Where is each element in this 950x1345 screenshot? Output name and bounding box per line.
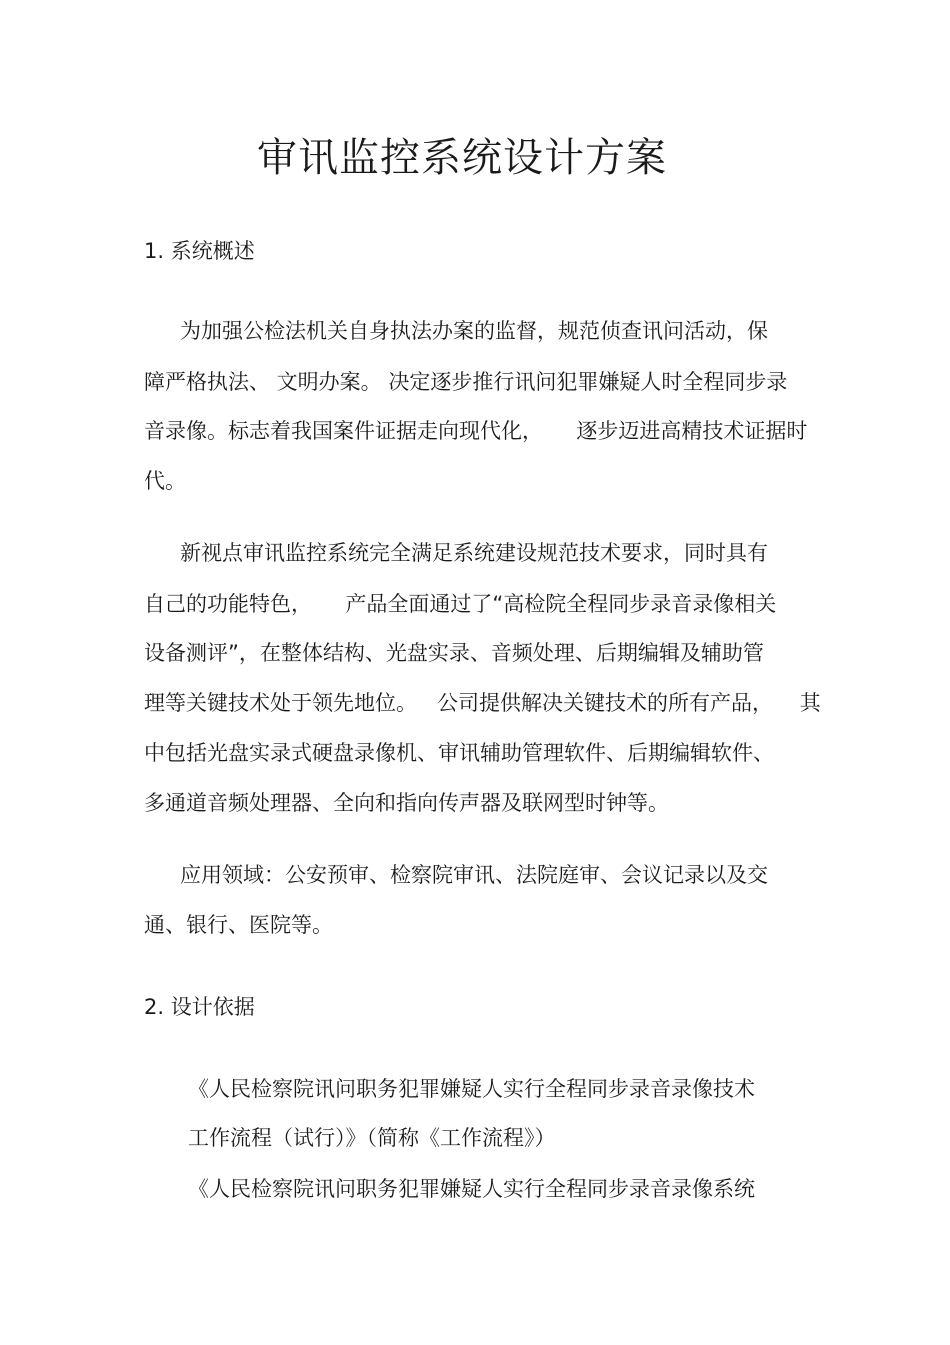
document-title: 审讯监控系统设计方案 xyxy=(257,135,667,181)
paragraph-line: 自己的功能特色， 产品全面通过了“高检院全程同步录音录像相关 xyxy=(144,592,777,616)
paragraph-line: 应用领域：公安预审、检察院审讯、法院庭审、会议记录以及交 xyxy=(180,863,768,887)
reference-line: 工作流程（试行）》（简称《工作流程》） xyxy=(188,1126,556,1150)
paragraph-line: 通、银行、医院等。 xyxy=(144,913,333,937)
paragraph-line: 多通道音频处理器、全向和指向传声器及联网型时钟等。 xyxy=(144,791,669,815)
paragraph-line: 设备测评”，在整体结构、光盘实录、音频处理、后期编辑及辅助管 xyxy=(144,641,764,665)
paragraph-line: 中包括光盘实录式硬盘录像机、审讯辅助管理软件、后期编辑软件、 xyxy=(144,741,774,765)
paragraph-line: 代。 xyxy=(144,469,186,493)
paragraph-line: 新视点审讯监控系统完全满足系统建设规范技术要求，同时具有 xyxy=(180,541,768,565)
paragraph-line: 理等关键技术处于领先地位。 公司提供解决关键技术的所有产品， 其 xyxy=(144,691,821,715)
reference-line: 《人民检察院讯问职务犯罪嫌疑人实行全程同步录音录像系统 xyxy=(188,1177,755,1201)
paragraph-line: 音录像。标志着我国案件证据走向现代化， 逐步迈进高精技术证据时 xyxy=(144,419,808,443)
reference-line: 《人民检察院讯问职务犯罪嫌疑人实行全程同步录音录像技术 xyxy=(188,1077,755,1101)
section-heading-design-basis: 2. 设计依据 xyxy=(144,995,255,1019)
section-heading-overview: 1. 系统概述 xyxy=(144,239,255,263)
paragraph-line: 为加强公检法机关自身执法办案的监督，规范侦查讯问活动，保 xyxy=(180,319,768,343)
paragraph-line: 障严格执法、 文明办案。 决定逐步推行讯问犯罪嫌疑人时全程同步录 xyxy=(144,370,788,394)
